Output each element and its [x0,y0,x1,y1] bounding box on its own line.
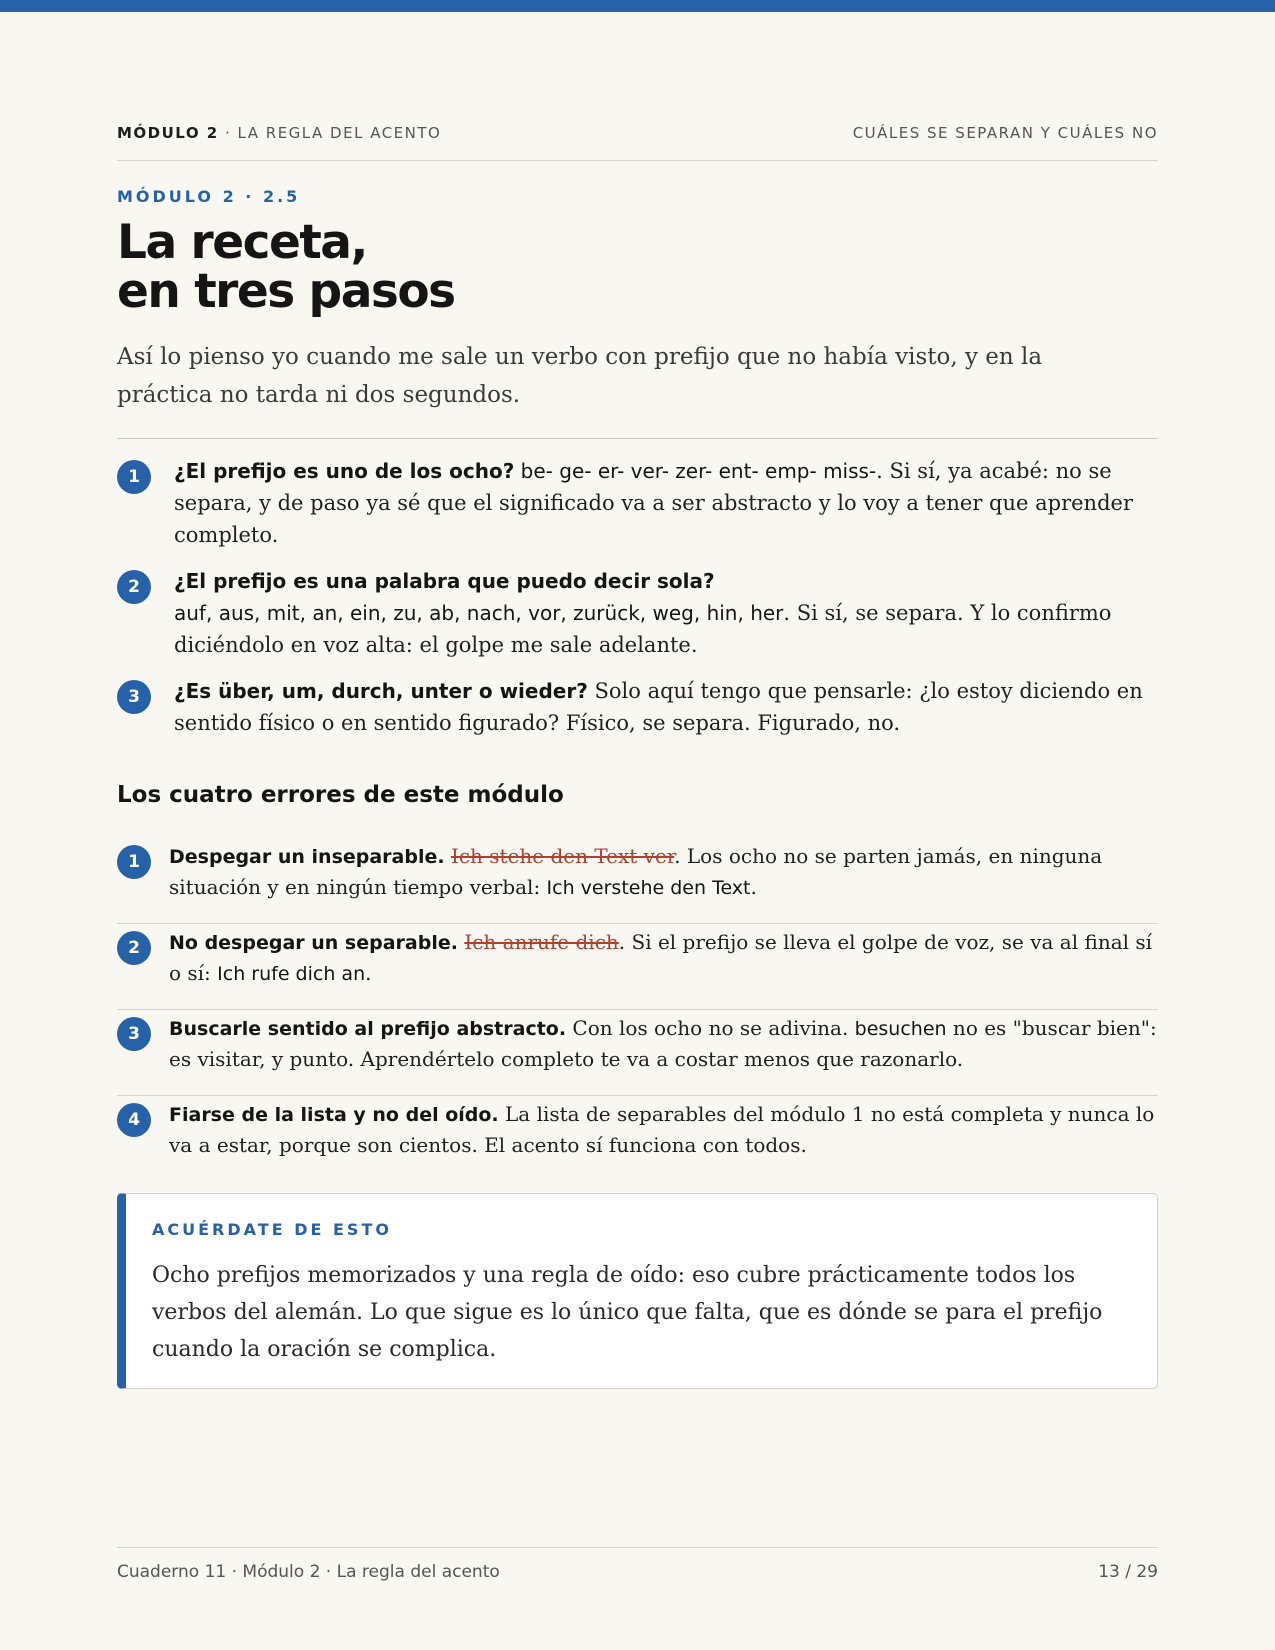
error-number-badge: 3 [117,1017,151,1051]
running-header-left [117,124,441,142]
step-item [117,565,1158,661]
lead-divider [117,438,1158,439]
footer-title: Cuaderno 11 · Módulo 2 · La regla del acento [117,1562,500,1582]
error-title: Despegar un inseparable. [169,846,445,868]
page [117,0,1158,1650]
step-text: Solo aquí tengo que pensarle: ¿lo estoy diciendo en sentido físico o en sentido figurado? Físico, se separa. Figurado, no. [174,679,1143,735]
step-text: . Si sí, ya acabé: no se separa, y de paso ya sé que el significado va a ser abstracto y lo voy a tener que aprender completo. [174,459,1133,547]
step-question: ¿El prefijo es uno de los ocho? [174,459,515,483]
error-text: . Los ocho no se parten jamás, en ninguna situación y en ningún tiempo verbal: [169,844,1103,899]
error-text: . Si el prefijo se lleva el golpe de voz, se va al final sí o sí: [169,930,1153,985]
error-text: La lista de separables del módulo 1 no está completa y nunca lo va a estar, porque son cientos. El acento sí funciona con todos. [169,1102,1155,1157]
keyword-example: besuchen [854,1018,947,1040]
footer-divider [117,1547,1158,1548]
error-title: Buscarle sentido al prefijo abstracto. [169,1018,567,1040]
title-line-2: en tres pasos [117,264,455,319]
error-text-end: . [750,875,757,899]
errors-list [117,838,1158,1182]
steps-list [117,455,1158,753]
error-item [117,838,1158,924]
callout-text: Ocho prefijos memorizados y una regla de oído: eso cubre prácticamente todos los verbos del alemán. Lo que sigue es lo único que falta, que es dónde se para el prefijo cuando la oración se complica. [152,1263,1103,1362]
errors-heading: Los cuatro errores de este módulo [117,782,564,808]
step-prefix-list: auf, aus, mit, an, ein, zu, ab, nach, vor, zurück, weg, hin, her [174,601,784,625]
step-text: . Si sí, se separa. Y lo confirmo diciéndolo en voz alta: el golpe me sale adelante. [174,601,1112,657]
correct-example: Ich verstehe den Text [546,877,751,899]
running-header [117,124,1158,142]
page-number: 13 / 29 [1098,1562,1158,1582]
section-kicker: MÓDULO 2 · 2.5 [117,187,301,206]
error-item [117,1096,1158,1182]
error-title: No despegar un separable. [169,932,458,954]
step-question: ¿El prefijo es una palabra que puedo decir sola? [174,569,715,593]
header-module-title: · LA REGLA DEL ACENTO [218,124,442,142]
error-item [117,924,1158,1010]
error-title: Fiarse de la lista y no del oído. [169,1104,499,1126]
header-module: MÓDULO 2 [117,124,219,142]
step-item [117,455,1158,551]
correct-example: Ich rufe dich an [217,963,366,985]
step-number-badge: 3 [117,680,151,714]
step-number-badge: 1 [117,460,151,494]
title-line-1: La receta, [117,215,367,270]
reminder-callout [117,1193,1158,1389]
page-footer [117,1562,1158,1582]
error-item [117,1010,1158,1096]
step-prefix-list: be- ge- er- ver- zer- ent- emp- miss- [514,459,877,483]
lead-paragraph: Así lo pienso yo cuando me sale un verbo con prefijo que no había visto, y en la práctica no tarda ni dos segundos. [117,344,1043,408]
wrong-example: Ich stehe den Text ver [450,844,675,868]
error-text: Con los ocho no se adivina. [566,1016,855,1040]
page-title [117,215,917,319]
wrong-example: Ich anrufe dich [464,930,619,954]
error-number-badge: 2 [117,931,151,965]
step-number-badge: 2 [117,570,151,604]
callout-label: ACUÉRDATE DE ESTO [152,1220,392,1239]
error-number-badge: 4 [117,1103,151,1137]
step-item [117,675,1158,739]
step-question: ¿Es über, um, durch, unter o wieder? [174,679,588,703]
error-number-badge: 1 [117,845,151,879]
error-text-end: no es "buscar bien": es visitar, y punto. Aprendértelo completo te va a costar menos que razonarlo. [169,1016,1157,1071]
header-section-title: CUÁLES SE SEPARAN Y CUÁLES NO [852,124,1158,142]
error-text-end: . [365,961,372,985]
header-divider [117,160,1158,161]
